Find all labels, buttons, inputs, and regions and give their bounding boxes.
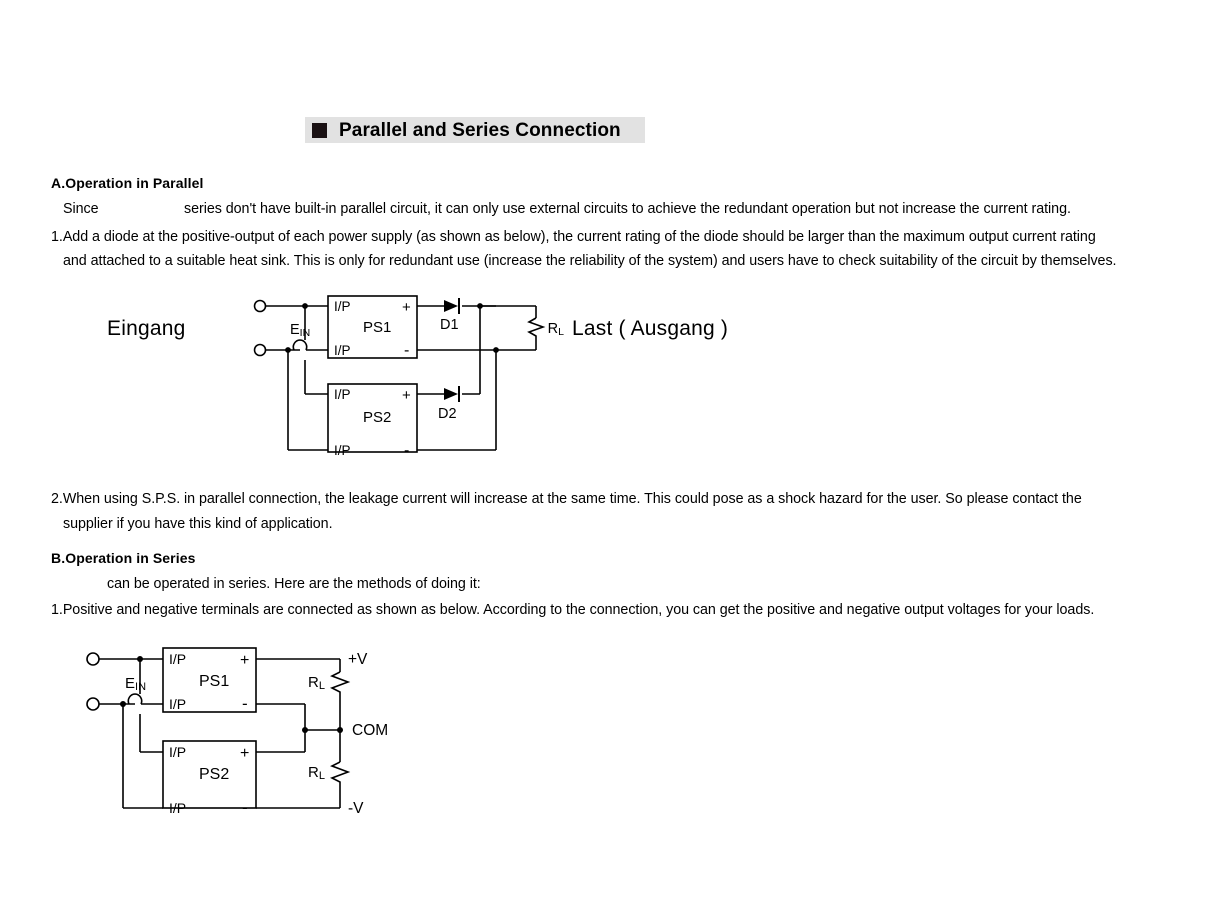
load-resistor-label: RL [547,321,564,338]
page-title-band [305,117,645,143]
ps2-plus: + [240,745,250,762]
ps2-minus: - [404,442,410,459]
load-resistor-label-upper: RL [308,674,325,692]
ps2-input-port-top: I/P [169,744,187,760]
ps2-input-port-top: I/P [334,387,351,402]
ps1-minus: - [242,694,248,713]
page-title: Parallel and Series Connection [339,119,621,141]
input-annotation-german: Eingang [107,317,186,340]
ps1-plus: + [402,299,411,316]
series-connection-circuit [80,642,410,827]
diode2-label: D2 [438,406,457,422]
ps1-input-port-top: I/P [169,651,187,667]
section-b-item1: 1.Positive and negative terminals are connected as shown as below. According to the connection, you can get the positive and negative output voltages for your loads. [51,602,1095,618]
ps1-input-port-top: I/P [334,299,351,314]
ps2-minus: - [242,798,248,817]
section-a-item2-line2: supplier if you have this kind of application. [63,516,333,532]
input-voltage-label: EIN [290,322,311,339]
section-a-item2-line1: 2.When using S.P.S. in parallel connection, the leakage current will increase at the same time. This could pose as a shock hazard for the user. So please contact the [51,491,1082,507]
diode1-label: D1 [440,317,459,333]
ps2-input-port-bottom: I/P [169,800,187,816]
ps1-input-port-bottom: I/P [334,343,351,358]
section-a-item1-line2: and attached to a suitable heat sink. This is only for redundant use (increase the reliability of the system) and users have to check suitability of the circuit by themselves. [63,253,1117,269]
output-negative-label: -V [348,800,364,817]
ps2-label: PS2 [363,409,392,426]
output-common-label: COM [352,722,389,739]
output-annotation-german: Last ( Ausgang ) [572,317,729,340]
section-a-item1-line1: 1.Add a diode at the positive-output of each power supply (as shown as below), the current rating of the diode should be larger than the maximum output current rating [51,229,1096,245]
ps1-minus: - [404,342,410,359]
ps1-input-port-bottom: I/P [169,696,187,712]
ps1-label: PS1 [199,673,230,690]
ps1-plus: + [240,652,250,669]
ps2-input-port-bottom: I/P [334,443,351,458]
section-b-heading: B.Operation in Series [51,550,196,566]
filled-square-bullet-icon [312,123,327,138]
section-a-heading: A.Operation in Parallel [51,175,204,191]
ps2-label: PS2 [199,766,230,783]
parallel-connection-circuit [248,290,564,470]
section-a-intro-prefix: Since [63,201,99,217]
output-positive-label: +V [348,651,368,668]
section-a-intro-text: series don't have built-in parallel circuit, it can only use external circuits to achieve the redundant operation but not increase the current rating. [184,201,1071,217]
ps2-plus: + [402,387,411,404]
section-b-intro-text: can be operated in series. Here are the methods of doing it: [107,576,481,592]
input-voltage-label: EIN [125,675,147,693]
load-resistor-label-lower: RL [308,764,325,782]
ps1-label: PS1 [363,319,392,336]
